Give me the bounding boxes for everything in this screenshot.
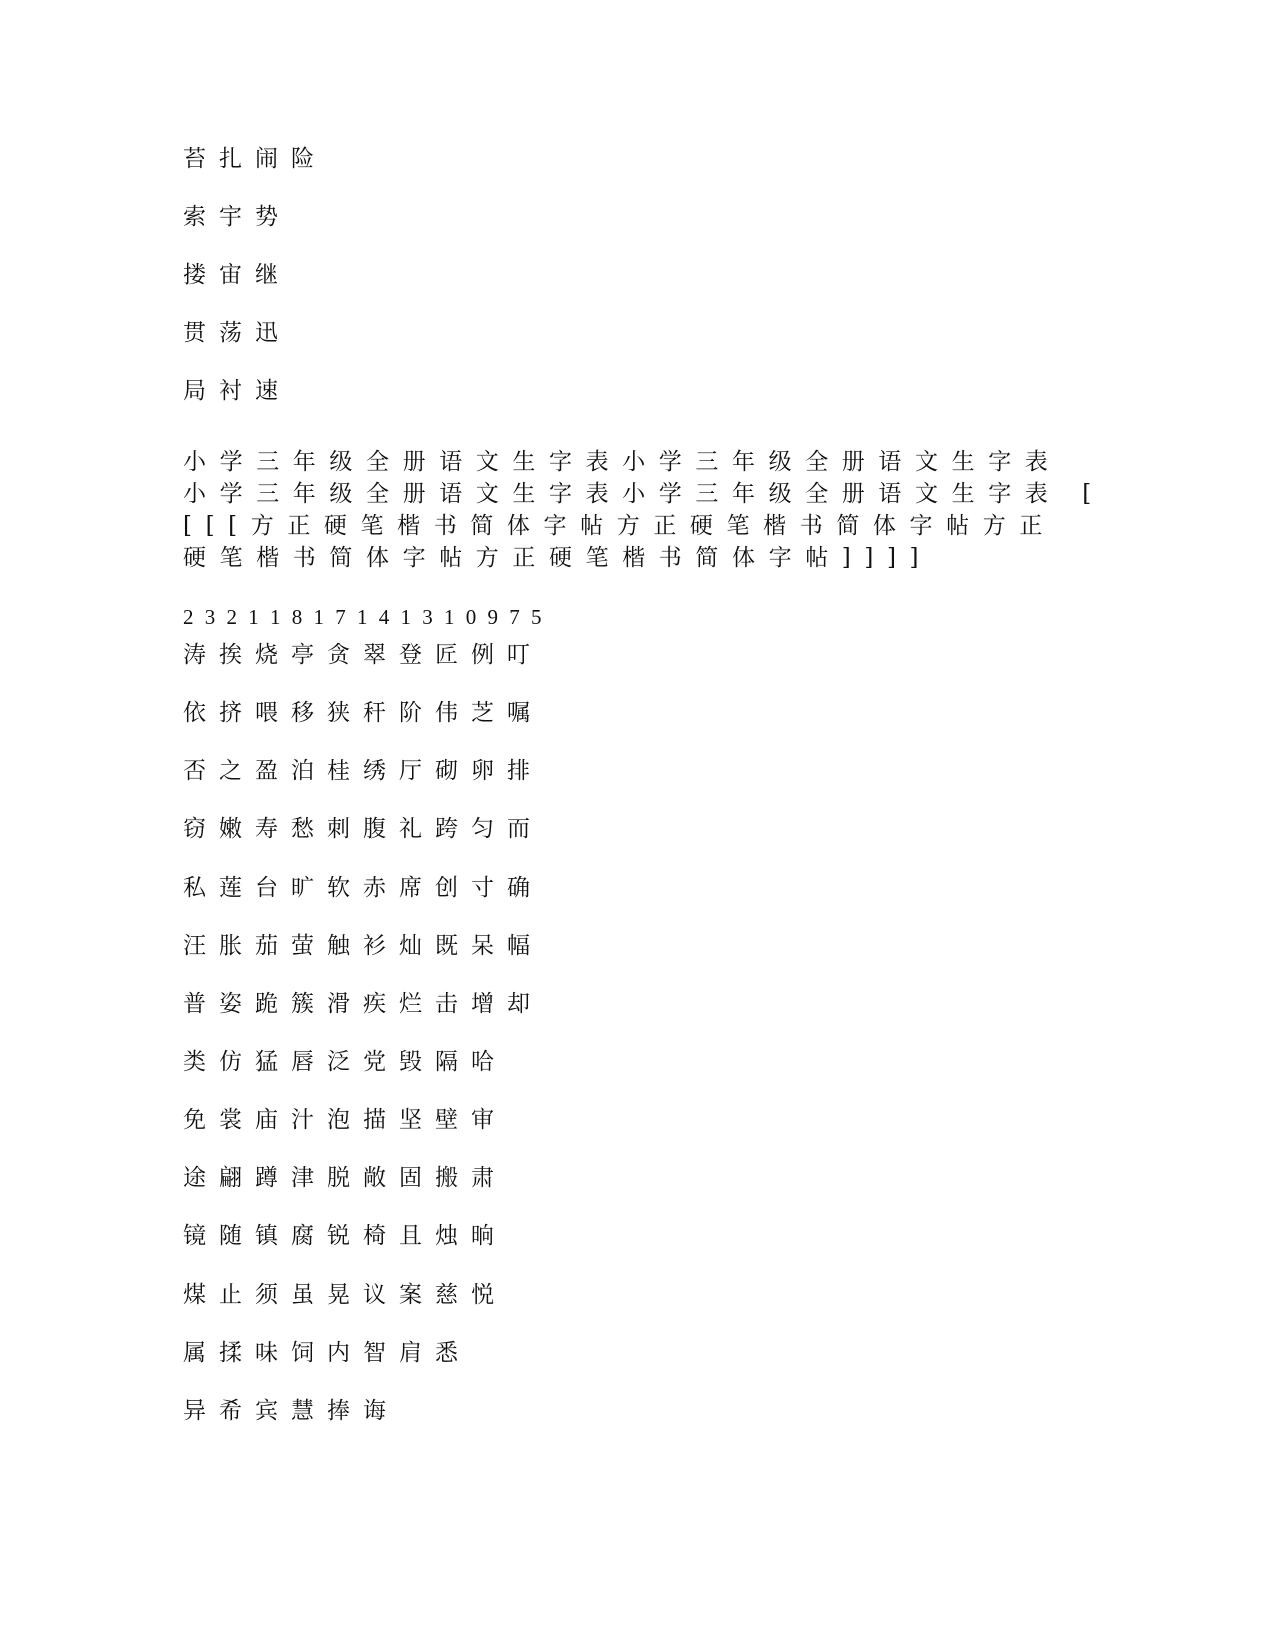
char-group-3: 搂宙继 xyxy=(183,262,291,288)
char-row-12: 煤止须虽晃议案慈悦 xyxy=(183,1282,507,1308)
title-line-1: 小学三年级全册语文生字表小学三年级全册语文生字表 xyxy=(183,449,1062,475)
page-numbers: 2 3 2 1 1 8 1 7 1 4 1 3 1 0 9 7 5 xyxy=(183,605,545,629)
title-line-4: 硬笔楷书简体字帖方正硬笔楷书简体字帖]]]] xyxy=(183,545,933,571)
char-group-4: 贯荡迅 xyxy=(183,320,291,346)
char-row-2: 依挤喂移狭秆阶伟芝嘱 xyxy=(183,700,543,726)
title-block xyxy=(183,446,1105,574)
char-row-10: 途翩蹲津脱敞固搬肃 xyxy=(183,1165,507,1191)
char-row-14: 异希宾慧捧诲 xyxy=(183,1398,399,1424)
char-row-11: 镜随镇腐锐椅且烛晌 xyxy=(183,1223,507,1249)
title-line-2: 小学三年级全册语文生字表小学三年级全册语文生字表 [ xyxy=(183,481,1105,507)
char-row-13: 属揉味饲内智肩悉 xyxy=(183,1340,471,1366)
char-row-1: 涛挨烧亭贪翠登匠例叮 xyxy=(183,642,543,668)
char-row-6: 汪胀茄萤触衫灿既呆幅 xyxy=(183,933,543,959)
char-row-7: 普姿跪簇滑疾烂击增却 xyxy=(183,991,543,1017)
char-group-1: 苔扎闹险 xyxy=(183,146,327,172)
char-row-9: 免裳庙汁泡描坚壁审 xyxy=(183,1107,507,1133)
title-line-3: [[[方正硬笔楷书简体字帖方正硬笔楷书简体字帖方正 xyxy=(183,513,1056,539)
char-group-2: 索宇势 xyxy=(183,204,291,230)
char-row-8: 类仿猛唇泛党毁隔哈 xyxy=(183,1049,507,1075)
char-row-4: 窃嫩寿愁刺腹礼跨匀而 xyxy=(183,816,543,842)
char-row-3: 否之盈泊桂绣厅砌卵排 xyxy=(183,758,543,784)
char-row-5: 私莲台旷软赤席创寸确 xyxy=(183,875,543,901)
char-group-5: 局衬速 xyxy=(183,378,291,404)
